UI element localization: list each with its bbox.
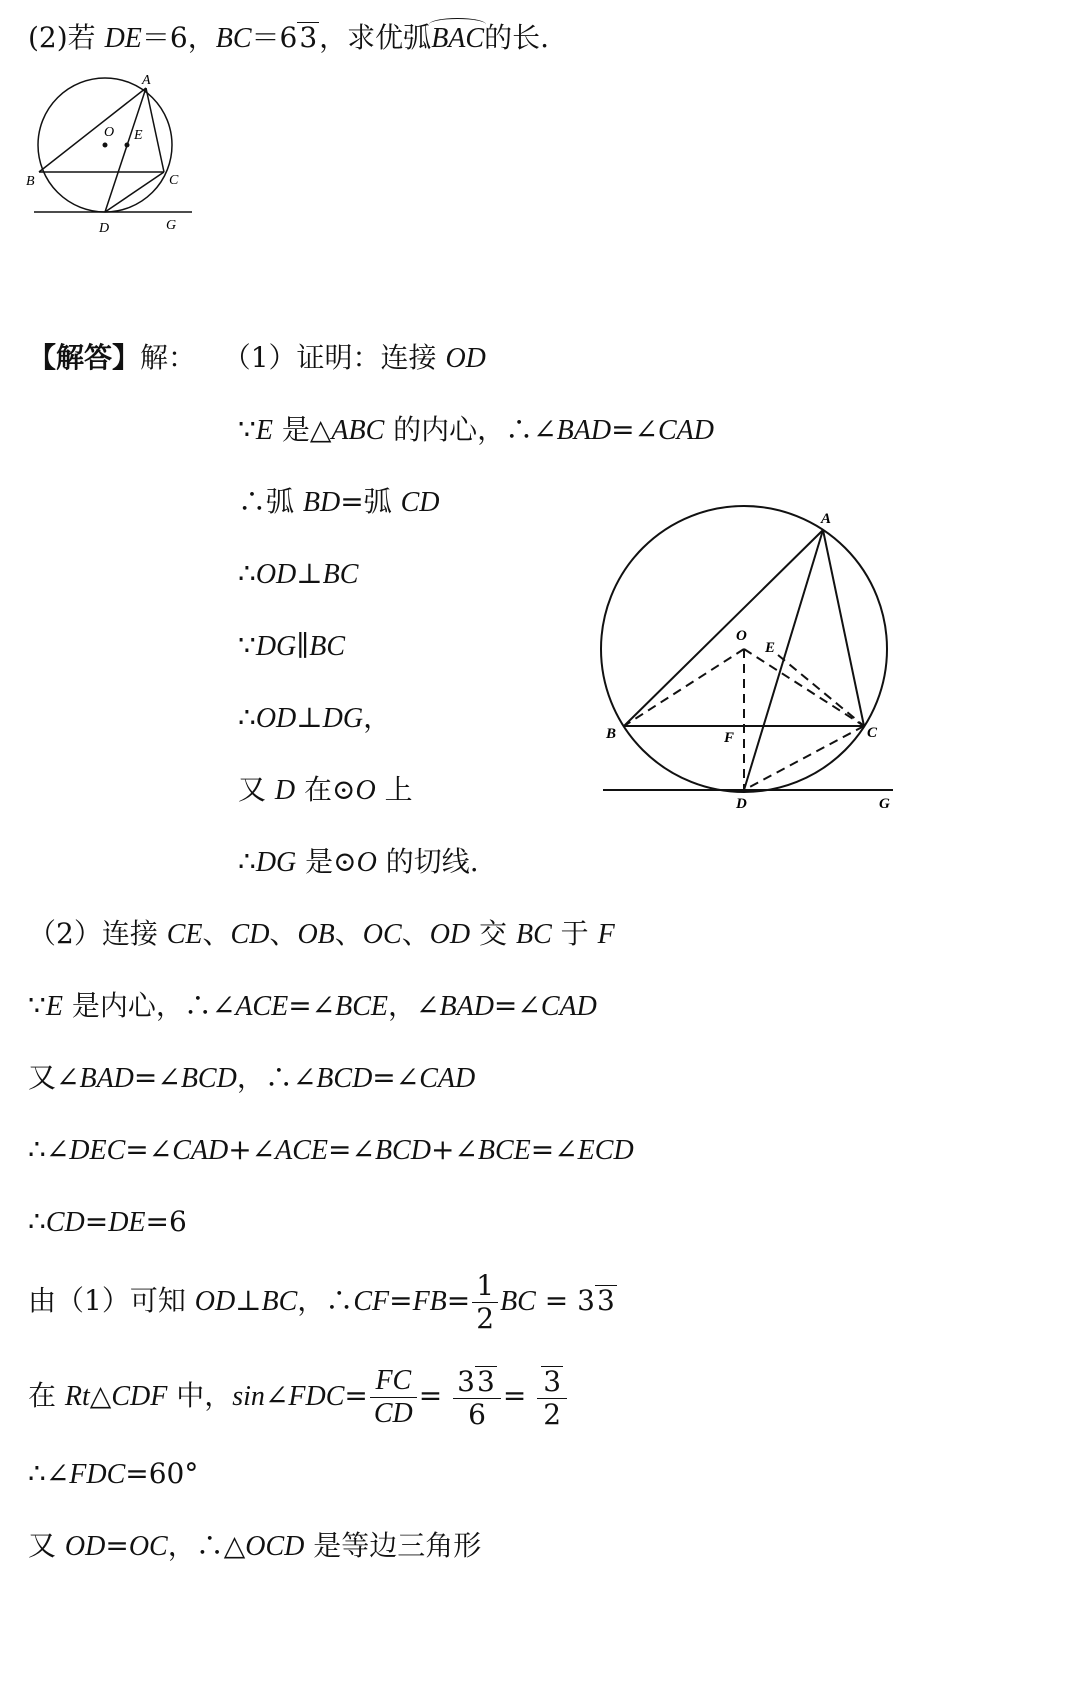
- answer-header: [28, 340, 486, 377]
- part1-line-5: ∴OD⊥DG，: [238, 701, 392, 734]
- part1-line-6: 又 D 在⊙O 上: [238, 773, 413, 806]
- large-label-d: D: [736, 796, 747, 812]
- part1-line-2: ∴弧 BD=弧 CD: [238, 485, 440, 518]
- small-label-a: A: [142, 73, 151, 88]
- large-label-c: C: [867, 725, 878, 741]
- large-label-o: O: [736, 628, 747, 644]
- small-geometry-figure: [22, 62, 202, 242]
- part2-line-8: ∴∠FDC=60°: [28, 1457, 199, 1490]
- large-label-f: F: [724, 730, 735, 746]
- small-label-d: D: [99, 221, 110, 236]
- large-label-b: B: [606, 726, 617, 742]
- part2-line-2: ∵E 是内心，∴∠ACE=∠BCE，∠BAD=∠CAD: [28, 989, 597, 1022]
- question-text: (2)若 DE＝6，BC＝63，求优弧BAC的长.: [28, 20, 549, 57]
- part2-line-7: 在 Rt△CDF 中，sin∠FDC= $\frac{FC}{CD}$ = $\frac{33}{6}$ = $\frac{3}{2}$: [28, 1366, 569, 1429]
- part2-line-5: ∴CD=DE=6: [28, 1205, 187, 1238]
- small-label-o: O: [104, 125, 115, 140]
- part1-line-3: ∴OD⊥BC: [238, 557, 359, 590]
- part2-line-9: 又 OD=OC，∴△OCD 是等边三角形: [28, 1529, 482, 1562]
- part1-line-1: ∵E 是△ABC 的内心，∴∠BAD=∠CAD: [238, 413, 714, 446]
- part2-line-1: （2）连接 CE、CD、OB、OC、OD 交 BC 于 F: [28, 917, 615, 950]
- part2-line-6: 由（1）可知 OD⊥BC，∴CF=FB= $\frac{1}{2}$ BC = 33: [28, 1269, 615, 1335]
- large-label-e: E: [765, 640, 776, 656]
- part1-line-7: ∴DG 是⊙O 的切线.: [238, 845, 479, 878]
- small-label-c: C: [169, 173, 179, 188]
- large-label-g: G: [879, 796, 890, 812]
- answer-prefix: 解：: [140, 341, 197, 374]
- part1-line-4: ∵DG∥BC: [238, 629, 345, 662]
- part2-line-4: ∴∠DEC=∠CAD+∠ACE=∠BCD+∠BCE=∠ECD: [28, 1133, 634, 1166]
- answer-tag: 【解答】: [28, 341, 141, 374]
- small-label-g: G: [166, 218, 177, 233]
- part1-intro: （1）证明：连接 OD: [222, 341, 486, 374]
- small-label-e: E: [134, 128, 143, 143]
- large-geometry-figure: [596, 500, 926, 820]
- large-label-a: A: [821, 511, 832, 527]
- part2-line-3: 又∠BAD=∠BCD，∴∠BCD=∠CAD: [28, 1061, 476, 1094]
- small-label-b: B: [26, 174, 35, 189]
